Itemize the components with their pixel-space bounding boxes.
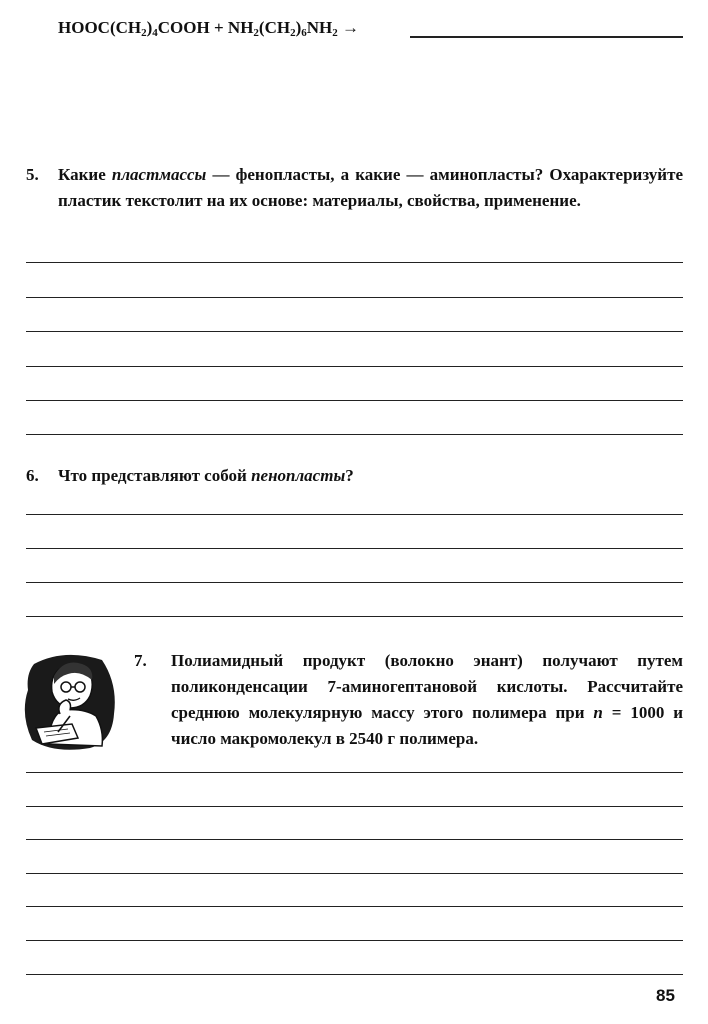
equation-answer-line[interactable] — [410, 36, 683, 38]
question-6 — [26, 463, 683, 489]
page-number: 85 — [656, 986, 675, 1005]
answer-line[interactable] — [26, 366, 683, 367]
answer-line[interactable] — [26, 331, 683, 332]
answer-line[interactable] — [26, 514, 683, 515]
question-text: Полиамидный продукт (волокно энант) получают путем поликонденсации 7-аминогептановой кислоты. Рассчитайте среднюю молекулярную массу этого полимера при n = 1000 и число макромолекул в 2540 г полимера. — [171, 651, 683, 748]
question-text: Какие пластмассы — фенопласты, а какие — аминопласты? Охарактеризуйте пластик текстолит на их основе: материалы, свойства, применение. — [58, 165, 683, 210]
answer-line[interactable] — [26, 906, 683, 907]
answer-line[interactable] — [26, 297, 683, 298]
answer-line[interactable] — [26, 548, 683, 549]
question-7 — [134, 648, 683, 752]
answer-line[interactable] — [26, 839, 683, 840]
thinking-student-icon — [24, 654, 116, 750]
question-number: 7. — [134, 651, 147, 670]
answer-line[interactable] — [26, 772, 683, 773]
answer-line[interactable] — [26, 873, 683, 874]
answer-line[interactable] — [26, 616, 683, 617]
equation: $HOOC(CH_2)_4COOH + NH_2(CH_2)_6NH_2$ → — [58, 18, 360, 39]
answer-line[interactable] — [26, 806, 683, 807]
answer-line[interactable] — [26, 434, 683, 435]
answer-line[interactable] — [26, 582, 683, 583]
question-number: 5. — [26, 165, 39, 184]
answer-line[interactable] — [26, 974, 683, 975]
question-number: 6. — [26, 466, 39, 485]
answer-line[interactable] — [26, 940, 683, 941]
question-text: Что представляют собой пенопласты? — [58, 466, 354, 485]
answer-line[interactable] — [26, 262, 683, 263]
answer-line[interactable] — [26, 400, 683, 401]
question-5 — [26, 162, 683, 214]
